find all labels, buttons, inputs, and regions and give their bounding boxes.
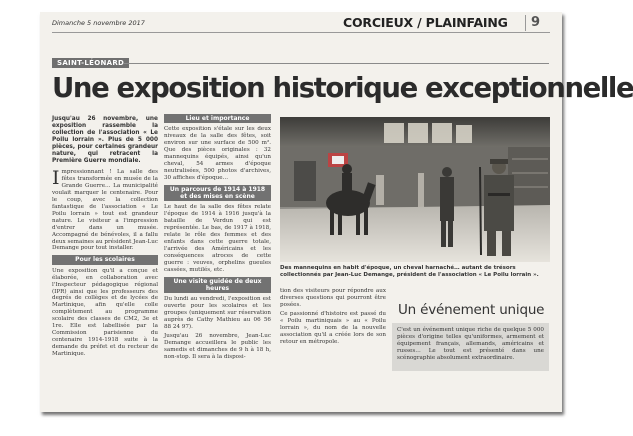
- body-paragraph: Cette exposition s'étale sur les deux niveaux de la salle des fêtes, soit environ sur une surface de 500 m². Que des pièces originales : 32 mannequins équipés, ainsi qu'un cheval, 54 armes d'époque neutralisées, 500 photos d'archives, 30 affiches d'époque…: [164, 126, 271, 181]
- page-number: 9: [531, 15, 541, 30]
- newspaper-page: [40, 12, 633, 412]
- column-3: [280, 288, 386, 348]
- section-title: CORCIEUX / PLAINFAING: [343, 15, 508, 30]
- kicker-label: SAINT-LÉONARD: [52, 58, 129, 68]
- kicker-rule: [124, 63, 549, 64]
- column-1: [52, 116, 158, 360]
- issue-date: Dimanche 5 novembre 2017: [52, 19, 145, 27]
- subhead-scolaires: Pour les scolaires: [52, 255, 158, 264]
- subhead-visite: Une visite guidée de deux heures: [164, 277, 271, 293]
- body-paragraph: Une exposition qu'il a conçue et élaborée, en collaboration avec l'Inspecteur pédagogique régional (IPR) ainsi que les professeurs des degrés de collèges et de lycées de Martinique, afin qu'elle colle complètement au programme scolaire des classes de CM2, 3e et 1re. Elle est labellisée par la Commission parisienne du centenaire 1914-1918 suite à la demande du préfet et du recteur de Martinique.: [52, 267, 158, 358]
- body-paragraph: tion des visiteurs pour répondre aux diverses questions qui pourront être posées.: [280, 288, 386, 308]
- photo-illustration: [280, 117, 550, 262]
- body-paragraph: Le haut de la salle des fêtes relate l'époque de 1914 à 1916 jusqu'à la bataille de Verdun qui est représentée. Le bas, de 1917 à 1918, relate le rôle des femmes et des enfants dans cette guerre totale, l'arrivée des Américains et les conséquences atroces de cette guerre : veuves, orphelins gueules cassées, mutilés, etc.: [164, 204, 271, 273]
- lead-paragraph: Jusqu'au 26 novembre, une exposition rassemble la collection de l'association « Le Poilu lorrain ». Plus de 5 000 pièces, pour certaines grandeur nature, qui retracent la Première Guerre mondiale.: [52, 116, 158, 164]
- headline: Une exposition historique exceptionnelle: [52, 72, 633, 104]
- body-paragraph: Jusqu'au 26 novembre, Jean-Luc Demange accueillera le public les samedis et dimanches de 9 h à 18 h, non-stop. Il sera à la disposi-: [164, 332, 271, 360]
- photo-caption: Des mannequins en habit d'époque, un cheval harnaché… autant de trésors collectionnés par Jean-Luc Demange, président de l'association « Le Poilu lorrain ».: [280, 265, 539, 278]
- subhead-parcours: Un parcours de 1914 à 1918 et des mises en scène: [164, 185, 271, 201]
- body-paragraph: [52, 169, 158, 252]
- drop-cap: I: [52, 167, 60, 189]
- exhibition-photo: [280, 117, 550, 262]
- event-title: Un événement unique: [398, 302, 545, 318]
- body-text: mpressionnant ! La salle des fêtes transformée en musée de la Grande Guerre… La municipalité voulait marquer le centenaire. Pour le coup, avec la collection fantastique de l'association « Le Poilu lorrain » tout est grandeur nature. Le visiteur a l'impression d'entrer dans un musée. Accompagné de bénévoles, il a fallu deux semaines au président Jean-Luc Demange pour tout installer.: [52, 169, 158, 252]
- body-paragraph: Ce passionné d'histoire est passé du « Poilu martiniquais » au « Poilu lorrain », du nom de la nouvelle association qu'il a créée lors de son retour en métropole.: [280, 310, 386, 345]
- column-2: [164, 114, 271, 363]
- body-paragraph: Du lundi au vendredi, l'exposition est ouverte pour les scolaires et les groupes (uniquement sur réservation auprès de Cathy Mathieu au 06 56 88 24 97).: [164, 296, 271, 330]
- subhead-lieu: Lieu et importance: [164, 114, 271, 123]
- header-separator: [525, 15, 526, 31]
- event-box: [392, 323, 549, 371]
- header-rule: [52, 32, 550, 33]
- event-text: C'est un événement unique riche de quelque 5 000 pièces d'origine telles qu'uniformes, armement et équipement français, allemands, américains et russes… Le tout est présenté dans une scénographie absolument extraordinaire.: [397, 327, 544, 361]
